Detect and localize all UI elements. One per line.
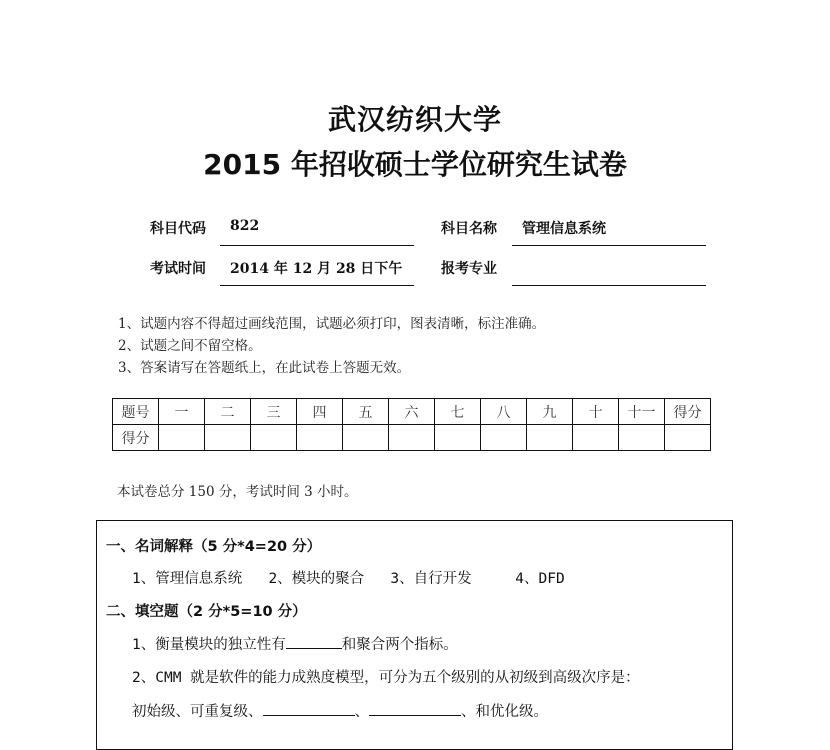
- header-cell: 八: [481, 399, 527, 425]
- major-label: 报考专业: [441, 261, 497, 277]
- exam-title: 2015 年招收硕士学位研究生试卷: [203, 148, 627, 181]
- fill-question-2-line-1: 2、CMM 就是软件的能力成熟度模型，可分为五个级别的从初级到高级次序是：: [132, 670, 640, 686]
- score-cell: [481, 425, 527, 451]
- exam-time-label: 考试时间: [150, 261, 206, 277]
- q2-blank-2: [369, 701, 461, 717]
- header-cell: 十一: [619, 399, 665, 425]
- term-item: 3、自行开发: [390, 571, 472, 587]
- header-cell: 得分: [665, 399, 711, 425]
- note-3: 3、答案请写在答题纸上，在此试卷上答题无效。: [118, 360, 411, 376]
- score-table-header-row: [113, 399, 711, 425]
- score-row-label: 得分: [113, 425, 159, 451]
- q2-blank-1: [263, 701, 355, 717]
- score-cell: [205, 425, 251, 451]
- q1-text-before: 1、衡量模块的独立性有: [132, 637, 286, 653]
- header-cell: 四: [297, 399, 343, 425]
- total-score-note: 本试卷总分 150 分，考试时间 3 小时。: [117, 484, 358, 500]
- score-table: [112, 398, 711, 451]
- section-1-title: 一、名词解释（5 分*4=20 分）: [106, 539, 322, 555]
- score-cell: [159, 425, 205, 451]
- header-cell: 一: [159, 399, 205, 425]
- subject-name-line: [512, 245, 706, 246]
- score-cell: [251, 425, 297, 451]
- score-table-score-row: [113, 425, 711, 451]
- q2-text-end: 、和优化级。: [461, 704, 548, 720]
- score-cell: [343, 425, 389, 451]
- score-cell: [435, 425, 481, 451]
- term-item: 4、DFD: [515, 571, 565, 587]
- header-cell: 二: [205, 399, 251, 425]
- section-2-title: 二、填空题（2 分*5=10 分）: [106, 604, 307, 620]
- q1-blank: [286, 634, 342, 650]
- exam-time-value: 2014 年 12 月 28 日下午: [230, 261, 403, 277]
- header-cell: 七: [435, 399, 481, 425]
- term-item: 1、管理信息系统: [132, 571, 243, 587]
- major-line: [512, 285, 706, 286]
- university-name: 武汉纺织大学: [327, 103, 502, 136]
- header-cell: 十: [573, 399, 619, 425]
- q1-text-after: 和聚合两个指标。: [341, 637, 458, 653]
- term-item: 2、模块的聚合: [268, 571, 365, 587]
- exam-time-line: [220, 285, 414, 286]
- subject-code-label: 科目代码: [150, 221, 206, 237]
- header-cell: 九: [527, 399, 573, 425]
- subject-code-value: 822: [230, 218, 260, 234]
- header-cell: 五: [343, 399, 389, 425]
- fill-question-2-line-2: [132, 700, 548, 721]
- fill-question-1: [132, 633, 458, 654]
- section-1-items: [132, 567, 565, 588]
- score-cell: [389, 425, 435, 451]
- score-cell: [297, 425, 343, 451]
- q2-separator: 、: [354, 704, 369, 720]
- header-cell: 题号: [113, 399, 159, 425]
- subject-name-value: 管理信息系统: [522, 221, 606, 237]
- header-cell: 三: [251, 399, 297, 425]
- header-cell: 六: [389, 399, 435, 425]
- score-cell: [619, 425, 665, 451]
- q2-text-start: 初始级、可重复级、: [132, 704, 263, 720]
- score-cell: [573, 425, 619, 451]
- subject-code-line: [220, 245, 414, 246]
- score-cell: [665, 425, 711, 451]
- score-cell: [527, 425, 573, 451]
- subject-name-label: 科目名称: [441, 221, 497, 237]
- note-2: 2、试题之间不留空格。: [118, 338, 262, 354]
- note-1: 1、试题内容不得超过画线范围，试题必须打印，图表清晰，标注准确。: [118, 316, 546, 332]
